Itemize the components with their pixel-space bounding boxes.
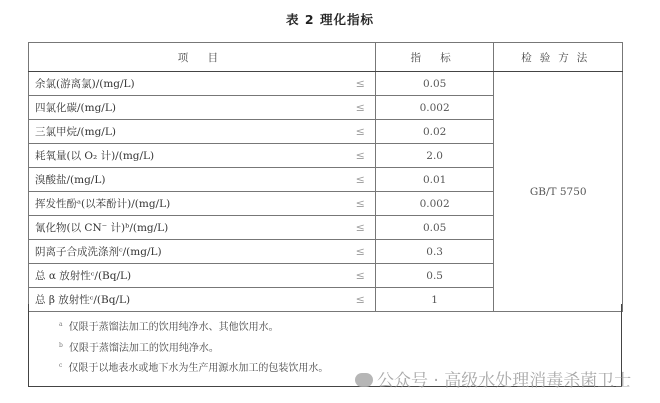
le-symbol: ≤ xyxy=(355,149,365,162)
le-symbol: ≤ xyxy=(355,269,365,282)
table-row xyxy=(29,72,623,96)
watermark-text: 公众号 · 高级水处理消毒杀菌卫士 xyxy=(377,371,632,391)
row-value: 1 xyxy=(375,288,494,312)
row-value: 0.3 xyxy=(375,240,494,264)
header-method: 检验方法 xyxy=(494,43,623,72)
row-value: 0.02 xyxy=(375,120,494,144)
row-item: 氰化物(以 CN⁻ 计)ᵇ/(mg/L) xyxy=(35,222,169,234)
table-title: 表 2 理化指标 xyxy=(286,12,374,27)
row-value: 0.01 xyxy=(375,168,494,192)
row-value: 2.0 xyxy=(375,144,494,168)
footnote-a xyxy=(59,318,279,333)
le-symbol: ≤ xyxy=(355,293,365,306)
row-value: 0.05 xyxy=(375,72,494,96)
physicochemical-table xyxy=(28,42,623,312)
row-item: 四氯化碳/(mg/L) xyxy=(35,102,116,114)
row-item: 耗氧量(以 O₂ 计)/(mg/L) xyxy=(35,150,155,162)
footnote-c xyxy=(59,359,328,374)
footnote-text: 仅限于蒸馏法加工的饮用纯净水。 xyxy=(68,343,219,354)
wechat-icon xyxy=(355,373,373,387)
row-item: 阴离子合成洗涤剂ᶜ/(mg/L) xyxy=(35,246,162,258)
le-symbol: ≤ xyxy=(355,173,365,186)
le-symbol: ≤ xyxy=(355,221,365,234)
le-symbol: ≤ xyxy=(355,245,365,258)
footnote-text: 仅限于蒸馏法加工的饮用纯净水、其他饮用水。 xyxy=(68,322,279,333)
row-item: 余氯(游离氯)/(mg/L) xyxy=(35,78,135,90)
row-value: 0.05 xyxy=(375,216,494,240)
le-symbol: ≤ xyxy=(355,197,365,210)
le-symbol: ≤ xyxy=(355,101,365,114)
footnote-mark: b xyxy=(59,341,63,349)
row-item: 总 β 放射性ᶜ/(Bq/L) xyxy=(35,294,131,306)
row-item: 溴酸盐/(mg/L) xyxy=(35,174,106,186)
table-header-row xyxy=(29,43,623,72)
row-value: 0.5 xyxy=(375,264,494,288)
row-item: 总 α 放射性ᶜ/(Bq/L) xyxy=(35,270,132,282)
watermark xyxy=(355,366,631,391)
header-index: 指 标 xyxy=(375,43,494,72)
le-symbol: ≤ xyxy=(355,77,365,90)
le-symbol: ≤ xyxy=(355,125,365,138)
footnote-text: 仅限于以地表水或地下水为生产用源水加工的包装饮用水。 xyxy=(68,363,329,374)
method-cell: GB/T 5750 xyxy=(494,72,623,312)
row-value: 0.002 xyxy=(375,96,494,120)
footnote-mark: a xyxy=(59,320,63,328)
footnote-mark: c xyxy=(59,361,63,369)
header-item: 项 目 xyxy=(29,43,376,72)
row-item: 三氯甲烷/(mg/L) xyxy=(35,126,116,138)
row-value: 0.002 xyxy=(375,192,494,216)
footnote-b xyxy=(59,339,219,354)
row-item: 挥发性酚ᵃ(以苯酚计)/(mg/L) xyxy=(35,198,171,210)
